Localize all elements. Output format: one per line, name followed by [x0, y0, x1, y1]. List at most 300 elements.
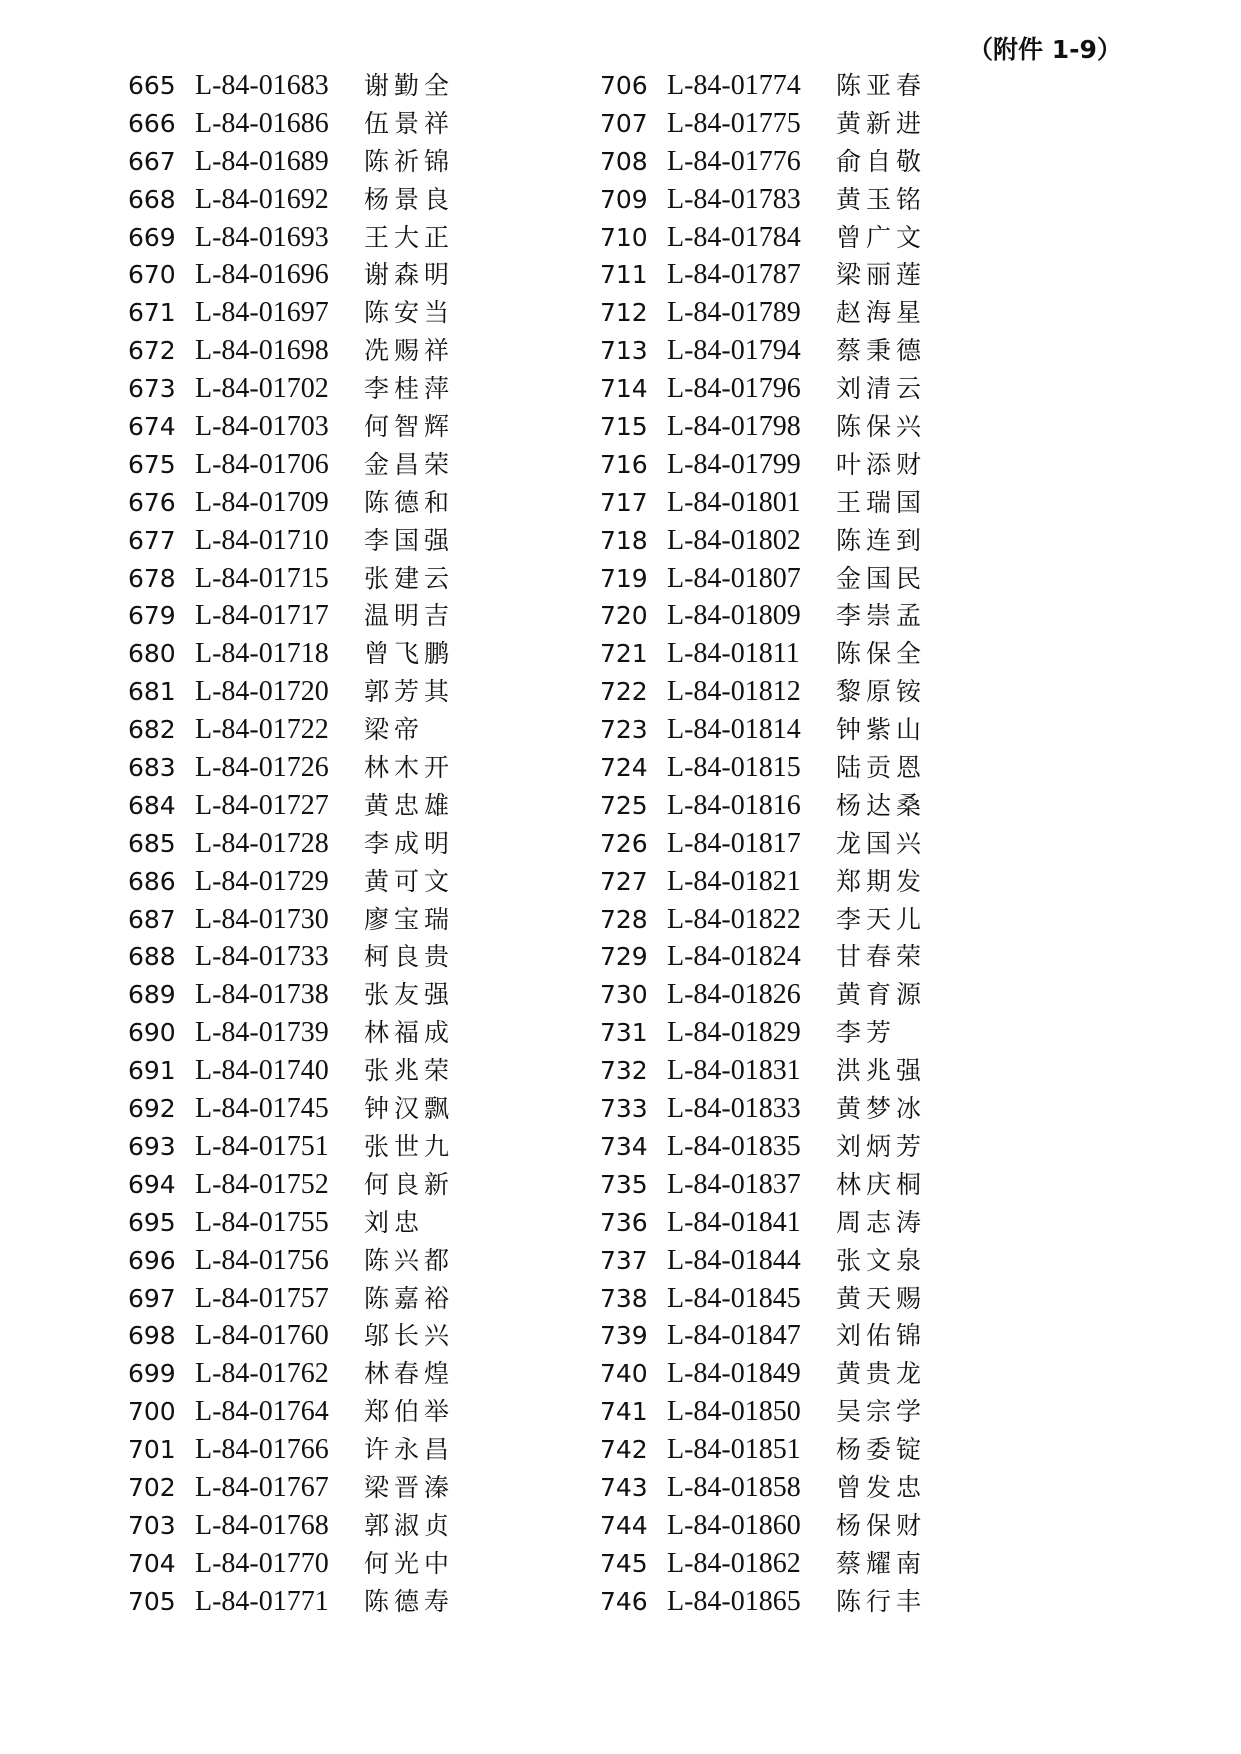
entry-number: 685 [128, 828, 176, 858]
list-item [600, 938, 1040, 976]
entry-name: 刘炳芳 [836, 1131, 927, 1161]
entry-name: 林庆桐 [836, 1169, 927, 1199]
list-item [128, 1166, 568, 1204]
entry-name: 邬长兴 [364, 1321, 455, 1351]
list-item [600, 1317, 1040, 1355]
entry-number: 735 [600, 1169, 648, 1199]
list-item [600, 332, 1040, 370]
entry-code: L-84-01784 [667, 221, 801, 253]
list-item [600, 1393, 1040, 1431]
entry-number: 669 [128, 222, 176, 252]
entry-name: 冼赐祥 [364, 336, 455, 366]
entry-name: 张世九 [364, 1131, 455, 1161]
entry-name: 杨景良 [364, 184, 455, 214]
list-item [600, 256, 1040, 294]
entry-name: 曾飞鹏 [364, 639, 455, 669]
entry-code: L-84-01766 [195, 1434, 329, 1466]
entry-code: L-84-01774 [667, 70, 801, 101]
entry-code: L-84-01809 [667, 600, 801, 632]
entry-number: 687 [128, 904, 176, 934]
list-item [600, 219, 1040, 257]
entry-code: L-84-01740 [195, 1055, 329, 1087]
entry-number: 744 [600, 1510, 648, 1540]
list-item [128, 673, 568, 711]
list-item [128, 105, 568, 143]
entry-number: 733 [600, 1094, 648, 1124]
list-item [128, 1469, 568, 1507]
list-item [600, 446, 1040, 484]
entry-code: L-84-01771 [195, 1585, 329, 1617]
entry-name: 黄可文 [364, 866, 455, 896]
list-item [600, 597, 1040, 635]
entry-number: 727 [600, 866, 648, 896]
entry-number: 740 [600, 1359, 648, 1389]
entry-code: L-84-01751 [195, 1130, 329, 1162]
entry-number: 696 [128, 1245, 176, 1275]
list-item [128, 408, 568, 446]
entry-number: 692 [128, 1094, 176, 1124]
entry-code: L-84-01845 [667, 1282, 801, 1314]
entry-number: 704 [128, 1548, 176, 1578]
entry-code: L-84-01835 [667, 1130, 801, 1162]
list-item [600, 863, 1040, 901]
list-item [128, 749, 568, 787]
list-item [128, 1128, 568, 1166]
entry-code: L-84-01709 [195, 486, 329, 518]
list-item [600, 1545, 1040, 1583]
entry-code: L-84-01768 [195, 1509, 329, 1541]
entry-number: 683 [128, 753, 176, 783]
list-item [128, 711, 568, 749]
list-item [128, 1355, 568, 1393]
entry-name: 谢森明 [364, 260, 455, 290]
list-item [128, 976, 568, 1014]
entry-number: 672 [128, 336, 176, 366]
entry-code: L-84-01745 [195, 1093, 329, 1125]
entry-number: 745 [600, 1548, 648, 1578]
entry-code: L-84-01757 [195, 1282, 329, 1314]
list-item [128, 1583, 568, 1621]
entry-number: 720 [600, 601, 648, 631]
entry-number: 728 [600, 904, 648, 934]
entry-code: L-84-01822 [667, 903, 801, 935]
entry-name: 刘忠 [364, 1207, 425, 1237]
entry-code: L-84-01850 [667, 1396, 801, 1428]
entry-code: L-84-01696 [195, 259, 329, 291]
entry-name: 林木开 [364, 753, 455, 783]
list-item [128, 370, 568, 408]
entry-code: L-84-01775 [667, 107, 801, 139]
entry-code: L-84-01698 [195, 335, 329, 367]
entry-number: 680 [128, 639, 176, 669]
entry-name: 郑期发 [836, 866, 927, 896]
list-item [128, 1204, 568, 1242]
entry-code: L-84-01767 [195, 1471, 329, 1503]
entry-code: L-84-01815 [667, 752, 801, 784]
entry-name: 张建云 [364, 563, 455, 593]
entry-code: L-84-01697 [195, 297, 329, 329]
list-item [128, 635, 568, 673]
entry-number: 732 [600, 1056, 648, 1086]
entry-code: L-84-01689 [195, 145, 329, 177]
list-item [128, 1317, 568, 1355]
entry-name: 李国强 [364, 525, 455, 555]
entry-name: 陈连到 [836, 525, 927, 555]
entry-code: L-84-01814 [667, 714, 801, 746]
list-item [128, 294, 568, 332]
entry-name: 黄忠雄 [364, 790, 455, 820]
entry-code: L-84-01787 [667, 259, 801, 291]
entry-name: 张友强 [364, 980, 455, 1010]
list-item [128, 938, 568, 976]
entry-number: 666 [128, 108, 176, 138]
entry-number: 709 [600, 184, 648, 214]
entry-name: 陈德寿 [364, 1586, 455, 1616]
entry-code: L-84-01798 [667, 411, 801, 443]
entry-name: 刘佑锦 [836, 1321, 927, 1351]
entry-code: L-84-01817 [667, 827, 801, 859]
entry-number: 716 [600, 449, 648, 479]
entry-code: L-84-01706 [195, 448, 329, 480]
entry-code: L-84-01837 [667, 1168, 801, 1200]
entry-code: L-84-01849 [667, 1358, 801, 1390]
entry-code: L-84-01686 [195, 107, 329, 139]
entry-name: 林福成 [364, 1018, 455, 1048]
list-item [600, 1355, 1040, 1393]
entry-name: 龙国兴 [836, 828, 927, 858]
entry-name: 温明吉 [364, 601, 455, 631]
entry-number: 693 [128, 1131, 176, 1161]
entry-name: 李成明 [364, 828, 455, 858]
entry-number: 702 [128, 1472, 176, 1502]
entry-name: 黄天赐 [836, 1283, 927, 1313]
entry-number: 742 [600, 1435, 648, 1465]
entry-number: 729 [600, 942, 648, 972]
entry-number: 725 [600, 790, 648, 820]
list-item [128, 67, 568, 105]
entry-code: L-84-01683 [195, 70, 329, 101]
entry-name: 许永昌 [364, 1435, 455, 1465]
entry-name: 陈亚春 [836, 71, 927, 100]
entry-code: L-84-01802 [667, 524, 801, 556]
entry-number: 697 [128, 1283, 176, 1313]
entry-code: L-84-01811 [667, 638, 800, 670]
entry-name: 张文泉 [836, 1245, 927, 1275]
list-item [600, 1583, 1040, 1621]
entry-name: 李天儿 [836, 904, 927, 934]
list-item [600, 635, 1040, 673]
list-item [600, 901, 1040, 939]
list-item [600, 370, 1040, 408]
entry-number: 691 [128, 1056, 176, 1086]
entry-number: 711 [600, 260, 648, 290]
entry-number: 668 [128, 184, 176, 214]
entry-name: 甘春荣 [836, 942, 927, 972]
entry-code: L-84-01739 [195, 1017, 329, 1049]
entry-name: 郑伯举 [364, 1397, 455, 1427]
list-item [128, 1242, 568, 1280]
list-item [600, 522, 1040, 560]
entry-number: 743 [600, 1472, 648, 1502]
entry-number: 707 [600, 108, 648, 138]
entry-code: L-84-01807 [667, 562, 801, 594]
list-item [600, 787, 1040, 825]
entry-name: 俞自敬 [836, 146, 927, 176]
list-item [128, 522, 568, 560]
entry-name: 钟汉飘 [364, 1094, 455, 1124]
list-item [600, 143, 1040, 181]
attachment-label: （附件 1-9） [968, 35, 1122, 64]
entry-code: L-84-01833 [667, 1093, 801, 1125]
entry-name: 叶添财 [836, 449, 927, 479]
entry-code: L-84-01783 [667, 183, 801, 215]
list-item [600, 1280, 1040, 1318]
entry-name: 何良新 [364, 1169, 455, 1199]
entry-code: L-84-01826 [667, 979, 801, 1011]
entry-name: 陆贡恩 [836, 753, 927, 783]
entry-number: 700 [128, 1397, 176, 1427]
entry-name: 陈行丰 [836, 1586, 927, 1616]
entry-number: 671 [128, 298, 176, 328]
list-item [128, 1393, 568, 1431]
list-item [600, 294, 1040, 332]
entry-name: 赵海星 [836, 298, 927, 328]
entry-number: 714 [600, 374, 648, 404]
entry-name: 周志涛 [836, 1207, 927, 1237]
entry-number: 710 [600, 222, 648, 252]
list-item [128, 484, 568, 522]
entry-name: 陈保全 [836, 639, 927, 669]
list-item [600, 105, 1040, 143]
entry-code: L-84-01770 [195, 1547, 329, 1579]
entry-name: 伍景祥 [364, 108, 455, 138]
entry-name: 黎原铵 [836, 677, 927, 707]
entry-name: 黄贵龙 [836, 1359, 927, 1389]
entry-name: 何光中 [364, 1548, 455, 1578]
entry-name: 杨达桑 [836, 790, 927, 820]
entry-number: 686 [128, 866, 176, 896]
entry-name: 郭淑贞 [364, 1510, 455, 1540]
entry-name: 钟紫山 [836, 715, 927, 745]
entry-name: 黄玉铭 [836, 184, 927, 214]
entry-code: L-84-01865 [667, 1585, 801, 1617]
entry-name: 洪兆强 [836, 1056, 927, 1086]
entry-name: 黄育源 [836, 980, 927, 1010]
list-item [128, 143, 568, 181]
entry-code: L-84-01831 [667, 1055, 801, 1087]
list-item [128, 787, 568, 825]
list-item [128, 446, 568, 484]
list-item [600, 1469, 1040, 1507]
left-name-list [128, 67, 568, 1621]
entry-number: 699 [128, 1359, 176, 1389]
entry-number: 665 [128, 71, 176, 100]
entry-number: 674 [128, 412, 176, 442]
list-item [600, 1128, 1040, 1166]
entry-number: 730 [600, 980, 648, 1010]
list-item [600, 484, 1040, 522]
entry-number: 705 [128, 1586, 176, 1616]
list-item [600, 1431, 1040, 1469]
entry-number: 698 [128, 1321, 176, 1351]
entry-name: 柯良贵 [364, 942, 455, 972]
entry-name: 王大正 [364, 222, 455, 252]
entry-code: L-84-01801 [667, 486, 801, 518]
list-item [128, 1090, 568, 1128]
list-item [600, 749, 1040, 787]
list-item [600, 825, 1040, 863]
entry-name: 刘清云 [836, 374, 927, 404]
entry-number: 713 [600, 336, 648, 366]
list-item [128, 560, 568, 598]
entry-name: 梁丽莲 [836, 260, 927, 290]
entry-code: L-84-01796 [667, 373, 801, 405]
list-item [600, 1090, 1040, 1128]
entry-number: 721 [600, 639, 648, 669]
entry-code: L-84-01715 [195, 562, 329, 594]
entry-name: 陈兴都 [364, 1245, 455, 1275]
entry-number: 726 [600, 828, 648, 858]
entry-name: 曾广文 [836, 222, 927, 252]
entry-code: L-84-01726 [195, 752, 329, 784]
list-item [600, 181, 1040, 219]
entry-number: 673 [128, 374, 176, 404]
entry-name: 林春煌 [364, 1359, 455, 1389]
list-item [600, 673, 1040, 711]
list-item [600, 711, 1040, 749]
entry-number: 678 [128, 563, 176, 593]
list-item [600, 1014, 1040, 1052]
entry-number: 717 [600, 487, 648, 517]
entry-number: 695 [128, 1207, 176, 1237]
entry-code: L-84-01722 [195, 714, 329, 746]
list-item [600, 408, 1040, 446]
entry-name: 杨保财 [836, 1510, 927, 1540]
entry-code: L-84-01756 [195, 1244, 329, 1276]
entry-code: L-84-01844 [667, 1244, 801, 1276]
entry-number: 737 [600, 1245, 648, 1275]
entry-code: L-84-01824 [667, 941, 801, 973]
entry-name: 金国民 [836, 563, 927, 593]
right-name-list [600, 67, 1040, 1621]
entry-number: 667 [128, 146, 176, 176]
entry-code: L-84-01847 [667, 1320, 801, 1352]
entry-name: 梁晋溱 [364, 1472, 455, 1502]
entry-number: 694 [128, 1169, 176, 1199]
list-item [128, 901, 568, 939]
entry-name: 廖宝瑞 [364, 904, 455, 934]
entry-code: L-84-01727 [195, 789, 329, 821]
list-item [128, 825, 568, 863]
entry-code: L-84-01799 [667, 448, 801, 480]
list-item [600, 1204, 1040, 1242]
entry-name: 陈嘉裕 [364, 1283, 455, 1313]
entry-code: L-84-01812 [667, 676, 801, 708]
entry-name: 杨委锭 [836, 1435, 927, 1465]
entry-number: 679 [128, 601, 176, 631]
list-item [600, 1507, 1040, 1545]
entry-number: 703 [128, 1510, 176, 1540]
entry-number: 682 [128, 715, 176, 745]
entry-number: 677 [128, 525, 176, 555]
list-item [128, 597, 568, 635]
entry-code: L-84-01794 [667, 335, 801, 367]
entry-number: 681 [128, 677, 176, 707]
entry-name: 李崇孟 [836, 601, 927, 631]
entry-name: 李桂萍 [364, 374, 455, 404]
entry-number: 746 [600, 1586, 648, 1616]
entry-code: L-84-01729 [195, 865, 329, 897]
entry-code: L-84-01762 [195, 1358, 329, 1390]
entry-number: 701 [128, 1435, 176, 1465]
list-item [600, 67, 1040, 105]
entry-code: L-84-01733 [195, 941, 329, 973]
entry-name: 何智辉 [364, 412, 455, 442]
entry-number: 688 [128, 942, 176, 972]
list-item [128, 1280, 568, 1318]
entry-name: 金昌荣 [364, 449, 455, 479]
entry-name: 梁帝 [364, 715, 425, 745]
entry-code: L-84-01829 [667, 1017, 801, 1049]
entry-code: L-84-01862 [667, 1547, 801, 1579]
entry-number: 676 [128, 487, 176, 517]
list-item [600, 1052, 1040, 1090]
list-item [600, 976, 1040, 1014]
entry-number: 675 [128, 449, 176, 479]
entry-code: L-84-01841 [667, 1206, 801, 1238]
entry-number: 741 [600, 1397, 648, 1427]
entry-name: 陈德和 [364, 487, 455, 517]
entry-number: 718 [600, 525, 648, 555]
entry-number: 670 [128, 260, 176, 290]
entry-code: L-84-01755 [195, 1206, 329, 1238]
entry-name: 王瑞国 [836, 487, 927, 517]
entry-number: 723 [600, 715, 648, 745]
entry-name: 黄新进 [836, 108, 927, 138]
entry-code: L-84-01702 [195, 373, 329, 405]
entry-name: 张兆荣 [364, 1056, 455, 1086]
entry-name: 黄梦冰 [836, 1094, 927, 1124]
entry-number: 708 [600, 146, 648, 176]
entry-code: L-84-01752 [195, 1168, 329, 1200]
entry-code: L-84-01728 [195, 827, 329, 859]
entry-name: 谢勤全 [364, 71, 455, 100]
entry-name: 李芳 [836, 1018, 897, 1048]
list-item [128, 1545, 568, 1583]
list-item [128, 219, 568, 257]
entry-name: 陈祈锦 [364, 146, 455, 176]
entry-name: 郭芳其 [364, 677, 455, 707]
entry-number: 722 [600, 677, 648, 707]
list-item [128, 1507, 568, 1545]
list-item [128, 863, 568, 901]
entry-code: L-84-01710 [195, 524, 329, 556]
entry-name: 陈安当 [364, 298, 455, 328]
entry-name: 曾发忠 [836, 1472, 927, 1502]
list-item [128, 181, 568, 219]
entry-code: L-84-01764 [195, 1396, 329, 1428]
entry-code: L-84-01860 [667, 1509, 801, 1541]
entry-name: 蔡秉德 [836, 336, 927, 366]
entry-number: 739 [600, 1321, 648, 1351]
list-item [128, 332, 568, 370]
entry-number: 731 [600, 1018, 648, 1048]
entry-code: L-84-01816 [667, 789, 801, 821]
list-item [128, 1014, 568, 1052]
entry-code: L-84-01717 [195, 600, 329, 632]
entry-name: 陈保兴 [836, 412, 927, 442]
entry-number: 690 [128, 1018, 176, 1048]
